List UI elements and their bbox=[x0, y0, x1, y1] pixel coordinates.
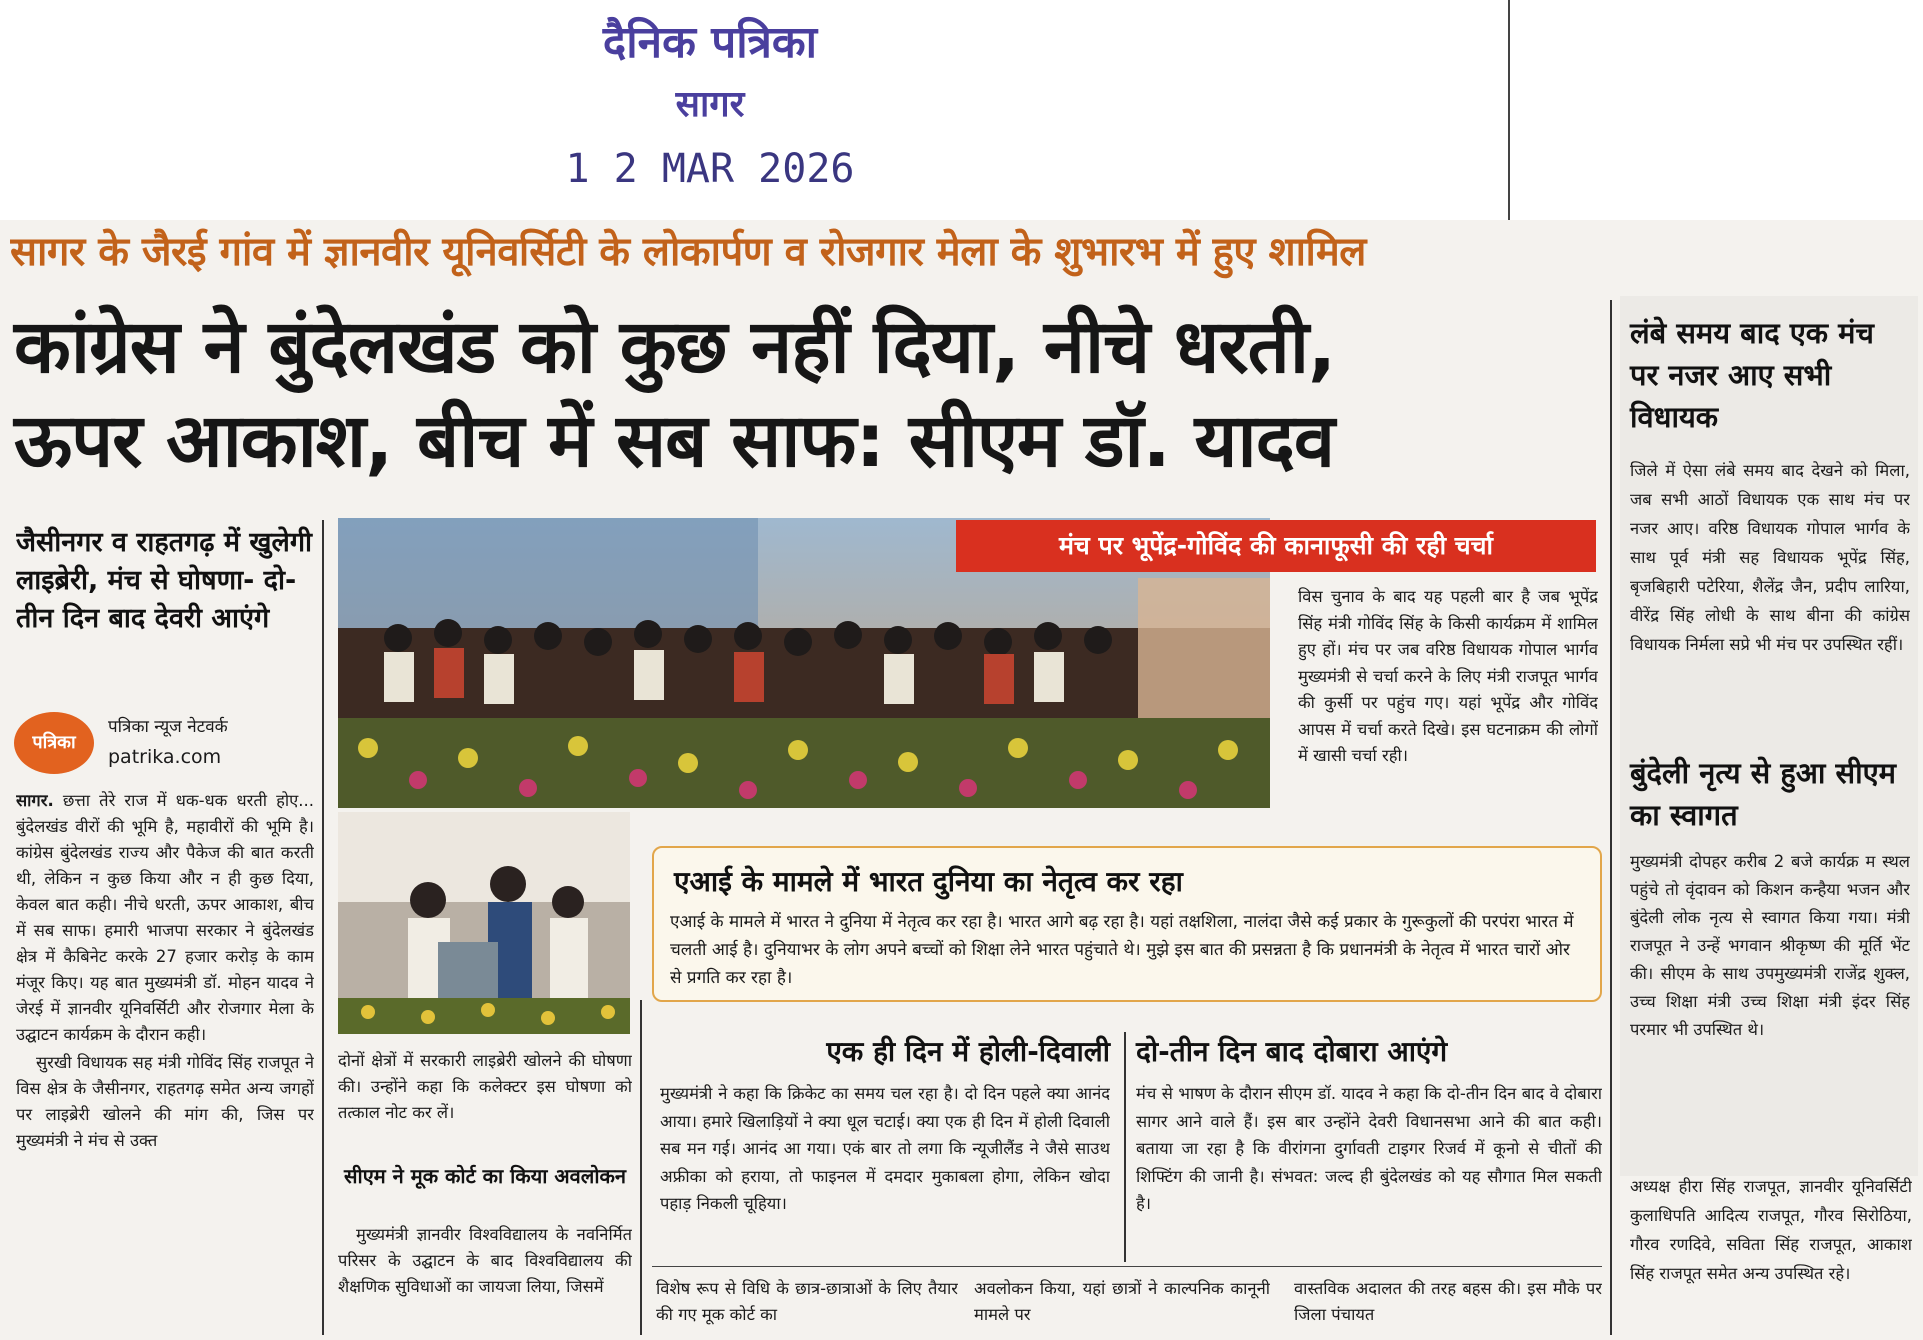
ai-highlight-box bbox=[652, 846, 1602, 1002]
byline-network: पत्रिका न्यूज नेटवर्क bbox=[108, 717, 228, 737]
stamp-date: 1 2 MAR 2026 bbox=[565, 146, 855, 192]
bottom-col-3: वास्तविक अदालत की तरह बहस की। इस मौके पर जिला पंचायत bbox=[1294, 1279, 1602, 1324]
column-rule bbox=[640, 1000, 642, 1335]
column-rule bbox=[1610, 300, 1612, 1335]
holi-story-text: मुख्यमंत्री ने कहा कि क्रिकेट का समय चल रहा है। दो दिन पहले क्या आनंद आया। हमारे खिलाड़ियों ने क्या धूल चटाई। क्या एक ही दिन में होली दिवाली सब मन गई। आनंद आ गया। एकं बार तो लगा कि न्यूजीलैंड ने जैसे साउथ अफ्रीका को हराया, तो फाइनल में दमदार मुकाबला होगा, लेकिन खोदा पहाड़ निकली चूहिया। bbox=[660, 1084, 1110, 1213]
right-title-1: लंबे समय बाद एक मंच पर नजर आए सभी विधायक bbox=[1630, 316, 1874, 434]
inset-photo bbox=[338, 812, 630, 1034]
bottom-row-divider bbox=[652, 1266, 1602, 1267]
byline-website: patrika.com bbox=[108, 746, 222, 768]
kicker-line: सागर के जैरई गांव में ज्ञानवीर यूनिवर्सिटी के लोकार्पण व रोजगार मेला के शुभारभ में हुए शामिल bbox=[10, 229, 1366, 275]
photo-banner: मंच पर भूपेंद्र-गोविंद की कानाफूसी की रही चर्चा bbox=[956, 520, 1596, 572]
bottom-col-1: विशेष रूप से विधि के छात्र-छात्राओं के लिए तैयार की गए मूक कोर्ट का bbox=[656, 1279, 958, 1324]
left-subhead: जैसीनगर व राहतगढ़ में खुलेगी लाइब्रेरी, मंच से घोषणा- दो-तीन दिन बाद देवरी आएंगे bbox=[16, 527, 313, 634]
inset-photo-art bbox=[338, 812, 630, 1034]
stamp-paper-name: दैनिक पत्रिका bbox=[602, 17, 818, 68]
headline-line-1: कांग्रेस ने बुंदेलखंड को कुछ नहीं दिया, नीचे धरती, bbox=[14, 304, 1336, 390]
return-story-title: दो-तीन दिन बाद दोबारा आएंगे bbox=[1136, 1035, 1448, 1068]
left-para-2: सुरखी विधायक सह मंत्री गोविंद सिंह राजपूत ने विस क्षेत्र के जैसीनगर, राहतगढ़ समेत अन्य जगहों पर लाइब्रेरी खोलने की मांग की, जिस पर मुख्यमंत्री ने मंच से उक्त bbox=[16, 1053, 314, 1150]
scan-edge-line bbox=[1508, 0, 1510, 220]
right-para-1: जिले में ऐसा लंबे समय बाद देखने को मिला, जब सभी आठों विधायक एक साथ मंच पर नजर आए। वरिष्ठ विधायक गोपाल भार्गव के साथ पूर्व मंत्री सह विधायक भूपेंद्र सिंह, बृजबिहारी पटेरिया, शैलेंद्र जैन, प्रदीप लारिया, वीरेंद्र सिंह लोधी के साथ बीना की कांग्रेस विधायक निर्मला सप्रे भी मंच पर उपस्थित रहीं। bbox=[1630, 461, 1910, 654]
right-para-2: मुख्यमंत्री दोपहर करीब 2 बजे कार्यक्र म स्थल पहुंचे तो वृंदावन को किशन कन्हैया भजन और बुंदेली लोक नृत्य से स्वागत किया गया। मंत्री राजपूत ने उन्हें भगवान श्रीकृष्ण की मूर्ति भेंट की। सीएम के साथ उपमुख्यमंत्री राजेंद्र शुक्ल, उच्च शिक्षा मंत्री उच्च शिक्षा मंत्री इंदर सिंह परमार भी उपस्थित थे। bbox=[1630, 852, 1910, 1039]
return-story-text: मंच से भाषण के दौरान सीएम डॉ. यादव ने कहा कि दो-तीन दिन बाद वे दोबारा सागर आने वाले हैं। इस बार उन्होंने देवरी विधानसभा आने की बात कही। बताया जा रहा है कि वीरांगना दुर्गावती टाइगर रिजर्व में कूनो से चीतों की शिफ्टिंग की जानी है। संभवत: जल्द ही बुंदेलखंड को यह सौगात मिल सकती है। bbox=[1136, 1084, 1602, 1213]
patrika-logo-text: पत्रिका bbox=[32, 732, 76, 753]
left-para-1: छत्ता तेरे राज में धक-धक धरती होए... बुंदेलखंड वीरों की भूमि है, महावीरों की भूमि है। कांग्रेस बुंदेलखंड राज्य और पैकेज की बात करती थी, लेकिन न कुछ किया और न ही कुछ दिया, केवल बात कही। नीचे धरती, ऊपर आकाश, बीच में सब साफ। हमारी भाजपा सरकार ने बुंदेलखंड क्षेत्र में कैबिनेट करके 27 हजार करोड़ के काम मंजूर किए। यह बात मुख्यमंत्री डॉ. मोहन यादव ने जेरई में ज्ञानवीर यूनिवर्सिटी और रोजगार मेला के उद्घाटन कार्यक्रम के दौरान कही। bbox=[16, 791, 314, 1044]
column-rule bbox=[322, 520, 324, 1335]
ai-box-title: एआई के मामले में भारत दुनिया का नेतृत्व कर रहा bbox=[674, 865, 1183, 898]
bottom-col-2: अवलोकन किया, यहां छात्रों ने काल्पनिक कानूनी मामले पर bbox=[974, 1279, 1270, 1324]
right-para-3: अध्यक्ष हीरा सिंह राजपूत, ज्ञानवीर यूनिवर्सिटी कुलाधिपति आदित्य राजपूत, गौरव सिरोठिया, गौरव रणदिवे, सविता सिंह राजपूत, आकाश सिंह राजपूत समेत अन्य उपस्थित रहे। bbox=[1630, 1177, 1912, 1283]
right-title-2: बुंदेली नृत्य से हुआ सीएम का स्वागत bbox=[1630, 756, 1896, 832]
ai-box-text: एआई के मामले में भारत ने दुनिया में नेतृत्व कर रहा है। भारत आगे बढ़ रहा है। यहां तक्षशिला, नालंदा जैसे कई प्रकार के गुरूकुलों की परपंरा भारत में चलती आई है। दुनियाभर के लोग अपने बच्चों को शिक्षा लेने भारत पहुंचाते थे। मुझे इस बात की प्रसन्नता है कि प्रधानमंत्री के नेतृत्व में भारत चारों ओर से प्रगति कर रहा है। bbox=[670, 912, 1574, 988]
banner-story: विस चुनाव के बाद यह पहली बार है जब भूपेंद्र सिंह मंत्री गोविंद सिंह के किसी कार्यक्रम में शामिल हुए हों। मंच पर जब वरिष्ठ विधायक गोपाल भार्गव मुख्यमंत्री से चर्चा करने के लिए मंत्री राजपूत भार्गव की कुर्सी पर पहुंच गए। यहां भूपेंद्र और गोविंद आपस में चर्चा करते दिखे। इस घटनाक्रम की लोगों में खासी चर्चा रही। bbox=[1298, 587, 1598, 765]
stamp-city: सागर bbox=[675, 84, 745, 125]
inset-column-text: दोनों क्षेत्रों में सरकारी लाइब्रेरी खोलने की घोषणा की। उन्होंने कहा कि कलेक्टर इस घोषणा को तत्काल नोट कर लें। bbox=[338, 1051, 632, 1122]
inset-column-subhead: सीएम ने मूक कोर्ट का किया अवलोकन bbox=[344, 1164, 626, 1188]
patrika-logo bbox=[14, 712, 94, 774]
headline-line-2: ऊपर आकाश, बीच में सब साफ: सीएम डॉ. यादव bbox=[14, 398, 1335, 484]
dateline: सागर. bbox=[16, 791, 54, 810]
main-headline bbox=[14, 300, 1584, 488]
inset-column-para: मुख्यमंत्री ज्ञानवीर विश्वविद्यालय के नवनिर्मित परिसर के उद्घाटन के बाद विश्वविद्यालय की शैक्षणिक सुविधाओं का जायजा लिया, जिसमें bbox=[338, 1225, 632, 1296]
left-body bbox=[16, 788, 314, 1336]
column-rule bbox=[1124, 1032, 1126, 1262]
holi-story-title: एक ही दिन में होली-दिवाली bbox=[826, 1035, 1110, 1068]
